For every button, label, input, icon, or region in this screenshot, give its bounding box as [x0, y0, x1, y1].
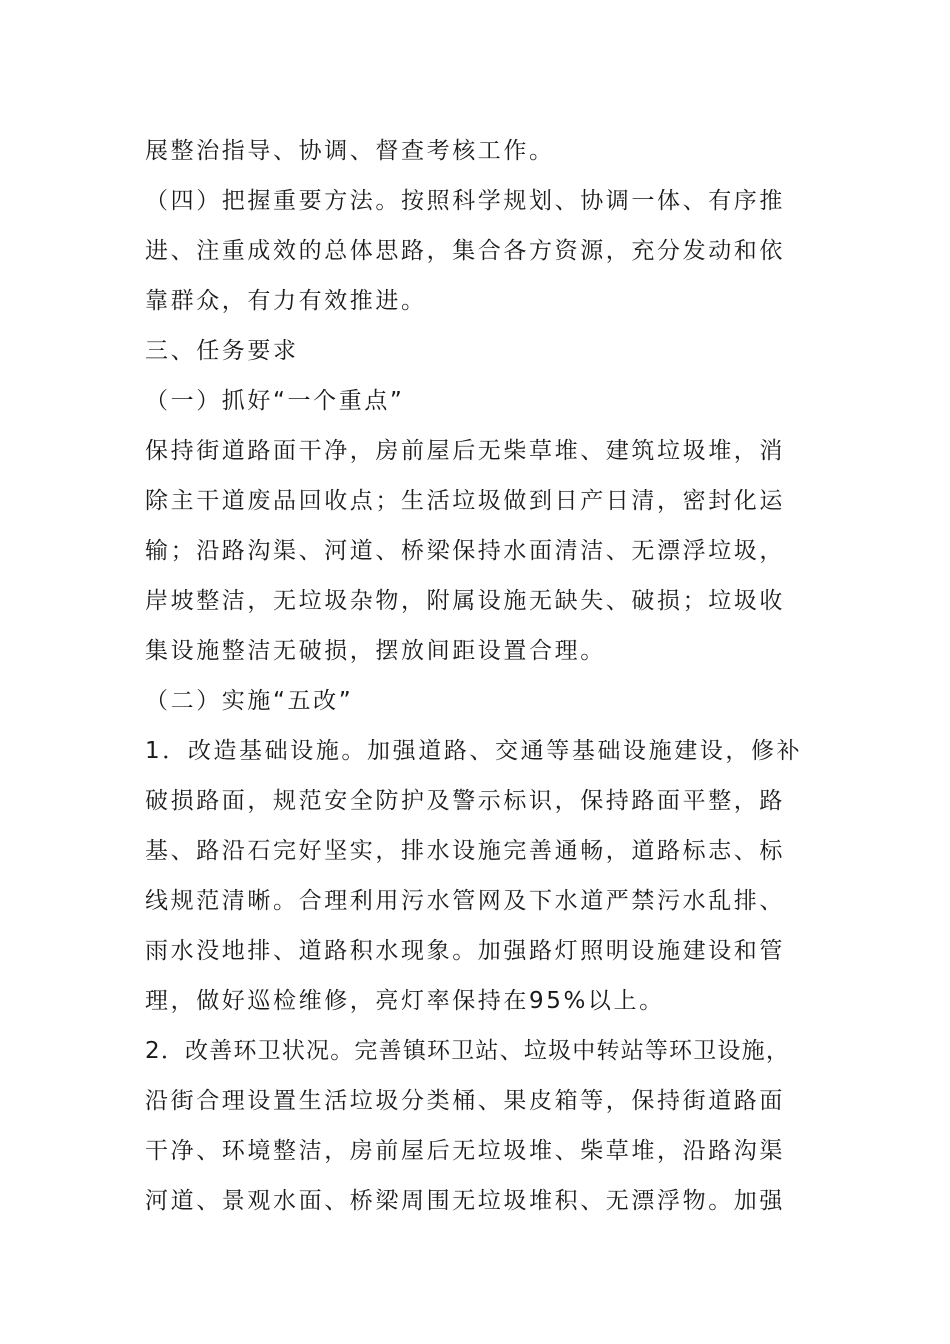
text-line: 输；沿路沟渠、河道、桥梁保持水面清洁、无漂浮垃圾， — [145, 538, 785, 564]
subsection-heading: （一）抓好“一个重点” — [145, 388, 405, 414]
text-line: 展整治指导、协调、督查考核工作。 — [145, 138, 555, 164]
text-line: 沿街合理设置生活垃圾分类桶、果皮箱等，保持街道路面 — [145, 1088, 785, 1114]
text-line: 除主干道废品回收点；生活垃圾做到日产日清，密封化运 — [145, 488, 785, 514]
text-line: 干净、环境整洁，房前屋后无垃圾堆、柴草堆，沿路沟渠 — [145, 1138, 785, 1164]
text-line: 1．改造基础设施。加强道路、交通等基础设施建设，修补 — [145, 738, 803, 764]
text-line: 理，做好巡检维修，亮灯率保持在95%以上。 — [145, 988, 665, 1014]
text-line: 2．改善环卫状况。完善镇环卫站、垃圾中转站等环卫设施， — [145, 1038, 791, 1064]
text-line: 破损路面，规范安全防护及警示标识，保持路面平整，路 — [145, 788, 785, 814]
text-line: 保持街道路面干净，房前屋后无柴草堆、建筑垃圾堆，消 — [145, 438, 785, 464]
text-line: 基、路沿石完好坚实，排水设施完善通畅，道路标志、标 — [145, 838, 785, 864]
text-line: 进、注重成效的总体思路，集合各方资源，充分发动和依 — [145, 238, 785, 264]
text-line: 线规范清晰。合理利用污水管网及下水道严禁污水乱排、 — [145, 888, 785, 914]
text-line: 雨水没地排、道路积水现象。加强路灯照明设施建设和管 — [145, 938, 785, 964]
text-line: 靠群众，有力有效推进。 — [145, 288, 427, 314]
subsection-heading: （二）实施“五改” — [145, 688, 354, 714]
text-line: 集设施整洁无破损，摆放间距设置合理。 — [145, 638, 606, 664]
text-line: 河道、景观水面、桥梁周围无垃圾堆积、无漂浮物。加强 — [145, 1188, 785, 1214]
text-line: 岸坡整洁，无垃圾杂物，附属设施无缺失、破损；垃圾收 — [145, 588, 785, 614]
text-line: （四）把握重要方法。按照科学规划、协调一体、有序推 — [145, 188, 785, 214]
section-heading: 三、任务要求 — [145, 338, 299, 364]
